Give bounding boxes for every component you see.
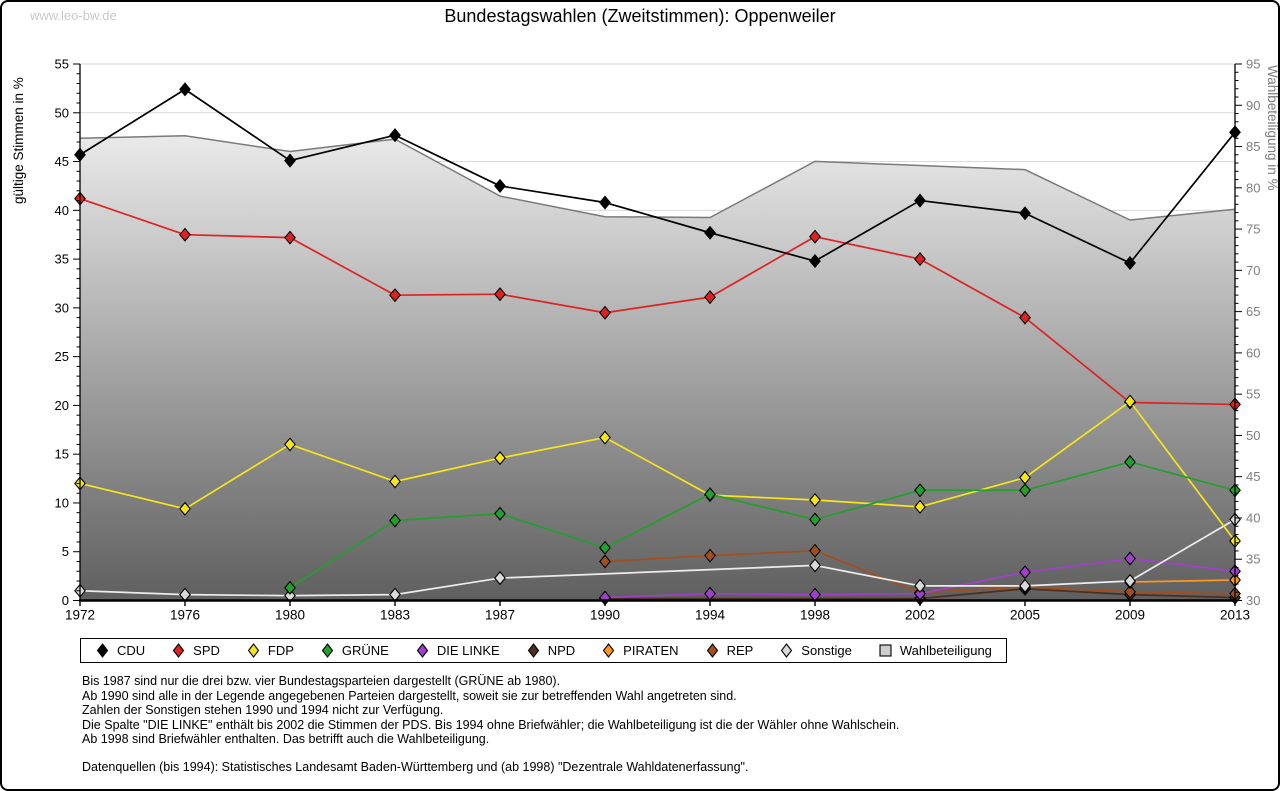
legend-label: NPD [547,643,576,658]
legend-marker-DIE LINKE [415,643,430,658]
svg-text:65: 65 [1246,304,1261,320]
svg-text:1998: 1998 [799,607,831,623]
svg-text:40: 40 [54,202,69,218]
legend-item-Wahlbeteiligung [878,643,992,658]
footnote-line: Die Spalte "DIE LINKE" enthält bis 2002 die Stimmen der PDS. Bis 1994 ohne Briefwähler; die Wahlbeteiligung ist die der Wähler ohne Wahlschein. [82,717,900,732]
svg-text:45: 45 [1246,469,1261,485]
legend-marker-Sonstige [779,643,794,658]
svg-text:1994: 1994 [694,607,726,623]
svg-text:35: 35 [54,251,69,267]
legend-label: GRÜNE [341,643,389,658]
page-title: Bundestagswahlen (Zweitstimmen): Oppenweiler [444,6,836,26]
legend-label: CDU [117,643,146,658]
footnotes [82,674,899,747]
svg-text:1983: 1983 [379,607,411,623]
footnote-line: Ab 1998 sind Briefwähler enthalten. Das betrifft auch die Wahlbeteiligung. [82,732,490,746]
turnout-area [80,136,1235,601]
svg-text:10: 10 [54,495,69,511]
svg-text:1972: 1972 [64,607,96,623]
svg-text:30: 30 [54,300,69,316]
svg-text:1976: 1976 [169,607,201,623]
legend-item-DIE LINKE [415,643,500,658]
svg-text:50: 50 [1246,427,1261,443]
svg-text:2013: 2013 [1219,607,1251,623]
svg-text:20: 20 [54,397,69,413]
site-watermark: www.leo-bw.de [30,8,117,23]
legend-marker-Wahlbeteiligung [878,643,893,658]
svg-text:35: 35 [1246,551,1261,567]
svg-text:70: 70 [1246,262,1261,278]
legend-label: DIE LINKE [436,643,500,658]
right-axis-title: Wahlbeteiligung in % [1265,65,1280,191]
svg-text:2005: 2005 [1009,607,1041,623]
left-axis-title: gültige Stimmen in % [11,77,26,204]
svg-text:5: 5 [61,544,69,560]
svg-text:2009: 2009 [1114,607,1146,623]
legend-marker-FDP [246,643,261,658]
legend-label: Sonstige [801,643,852,658]
svg-text:55: 55 [54,56,69,72]
legend-marker-REP [705,643,720,658]
legend-label: FDP [267,643,294,658]
svg-text:50: 50 [54,105,69,121]
svg-text:40: 40 [1246,510,1261,526]
svg-text:85: 85 [1246,139,1261,155]
legend-marker-SPD [171,643,186,658]
svg-text:60: 60 [1246,345,1261,361]
svg-text:80: 80 [1246,180,1261,196]
legend-label: SPD [193,643,220,658]
legend-marker-CDU [95,643,110,658]
footnote-line: Bis 1987 sind nur die drei bzw. vier Bundestagsparteien dargestellt (GRÜNE ab 1980). [82,674,561,688]
legend-item-Sonstige [779,643,852,658]
election-line-chart [2,2,1280,630]
svg-text:0: 0 [61,593,69,608]
legend-marker-NPD [526,643,541,658]
svg-text:15: 15 [54,446,69,462]
legend-marker-GRÜNE [320,643,335,658]
legend-item-GRÜNE [320,643,389,658]
legend-item-NPD [526,643,575,658]
legend-item-PIRATEN [601,643,678,658]
svg-text:75: 75 [1246,221,1261,237]
legend-item-REP [705,643,754,658]
legend [80,638,1007,663]
legend-item-SPD [171,643,220,658]
svg-text:30: 30 [1246,593,1261,608]
legend-label: PIRATEN [623,643,679,658]
footnote-line: Zahlen der Sonstigen stehen 1990 und 1994 nicht zur Verfügung. [82,703,444,717]
legend-item-FDP [246,643,294,658]
svg-text:2002: 2002 [904,607,936,623]
data-source-note: Datenquellen (bis 1994): Statistisches Landesamt Baden-Württemberg und (ab 1998) "Dezentrale Wahldatenerfassung". [82,760,749,774]
svg-text:1987: 1987 [484,607,516,623]
legend-item-CDU [95,643,145,658]
svg-text:25: 25 [54,349,69,365]
svg-text:45: 45 [54,154,69,170]
svg-text:1980: 1980 [274,607,306,623]
svg-text:55: 55 [1246,386,1261,402]
svg-text:1990: 1990 [589,607,621,623]
footnote-line: Ab 1990 sind alle in der Legende angegebenen Parteien dargestellt, soweit sie zur betreffenden Wahl angetreten sind. [82,688,737,703]
legend-label: Wahlbeteiligung [899,643,992,658]
svg-text:90: 90 [1246,97,1261,113]
legend-label: REP [726,643,754,658]
svg-text:95: 95 [1246,56,1261,72]
legend-marker-PIRATEN [601,643,616,658]
